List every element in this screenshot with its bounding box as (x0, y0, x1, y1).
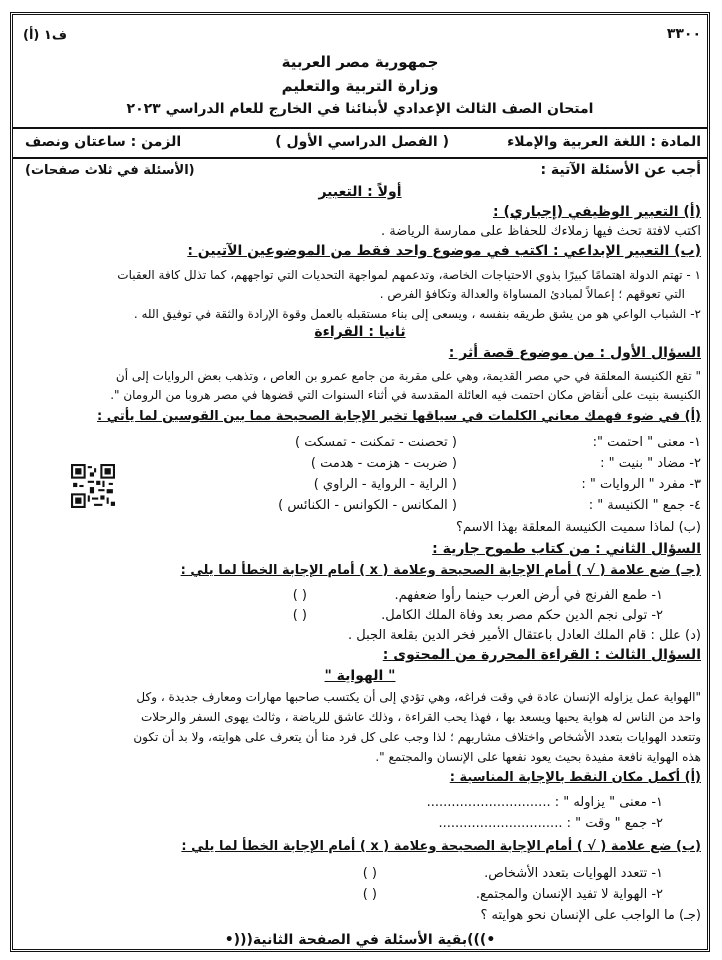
tf-answer-box-1[interactable]: ( ) (292, 588, 307, 603)
pages-note: (الأسئلة في ثلاث صفحات) (25, 163, 195, 178)
page-code: ٣٣٠٠ (666, 26, 701, 42)
vocab-item-2-choices: ( ضربت - هزمت - هدمت ) (310, 456, 457, 471)
section-composition-title: أولاً : التعبير (318, 184, 402, 200)
header-country: جمهورية مصر العربية (281, 53, 439, 71)
question-3-b-title: (ب) ضع علامة ( √ ) أمام الإجابة الصحيحة وعلامة ( x ) أمام الإجابة الخطأ لما يلي : (181, 839, 701, 854)
vocab-item-4-choices: ( المكانس - الكوانس - الكنائس ) (278, 498, 457, 513)
creative-writing-title: (ب) التعبير الإبداعي : اكتب في موضوع واحد فقط من الموضوعين الآتيين : (187, 243, 701, 259)
tf2-answer-box-1[interactable]: ( ) (362, 866, 377, 881)
hobby-passage-line1: "الهواية عمل يزاوله الإنسان عادة في وقت فراغه، وهي تؤدي إلى أن يكتسب صاحبها مهارات ومعارف جديدة ، وكل (136, 690, 701, 704)
vocab-item-1: ١- معنى " احتمت ": (592, 435, 701, 450)
answer-instruction: أجب عن الأسئلة الآتية : (540, 162, 701, 178)
question-3-a-title: (أ) أكمل مكان النقط بالإجابة المناسبة : (449, 770, 701, 785)
vocab-item-3: ٣- مفرد " الروايات " : (581, 477, 701, 492)
creative-topic-1-line1: ١ - تهتم الدولة اهتمامًا كبيرًا بذوي الاحتياجات الخاصة، وتدعمهم لمواجهة التحديات التي تواجههم، كما تذلل كافة العقبات (117, 268, 701, 282)
fill-item-2[interactable]: ٢- جمع " وقت " : .............................. (438, 816, 663, 831)
hobby-passage-line4: هذه الهواية نافعة مفيدة بحيث يعود نفعها على الإنسان والمجتمع ". (375, 750, 701, 764)
fill-item-1[interactable]: ١- معنى " يزاوله " : .............................. (426, 795, 663, 810)
tf2-statement-1: ١- تتعدد الهوايات بتعدد الأشخاص. (484, 866, 663, 881)
header-divider-bottom (13, 157, 707, 159)
story-passage-line1: " تقع الكنيسة المعلقة في حي مصر القديمة، وهي على مقربة من جامع عمرو بن العاص ، وتذهب بعض الروايات إلى أن (115, 369, 701, 383)
qr-code-icon (71, 464, 115, 508)
question-2-d: (د) علل : قام الملك العادل باعتقال الأمير فخر الدين بقلعة الجبل . (347, 628, 701, 643)
question-1-b: (ب) لماذا سميت الكنيسة المعلقة بهذا الاسم؟ (455, 520, 701, 535)
continue-note: •)))بقية الأسئلة في الصفحة الثانية(((• (224, 932, 496, 948)
term-label: ( الفصل الدراسي الأول ) (275, 134, 449, 150)
subject-label: المادة : اللغة العربية والإملاء (507, 134, 701, 150)
question-3-c: (جـ) ما الواجب على الإنسان نحو هوايته ؟ (480, 908, 701, 923)
tf-statement-2: ٢- تولى نجم الدين حكم مصر بعد وفاة الملك الكامل. (381, 608, 663, 623)
form-code: ف١ (أ) (23, 28, 67, 43)
question-1-title: السؤال الأول : من موضوع قصة أثر : (448, 345, 701, 361)
creative-topic-2: ٢- الشباب الواعي هو من يشق طريقه بنفسه ، ويسعى إلى بناء مستقبله بالعمل وقوة الإرادة والثقة في توفيق الله . (133, 307, 701, 321)
question-3-title: السؤال الثالث : القراءة المحررة من المحتوى : (382, 647, 701, 663)
creative-topic-1-line2: التي تعوقهم ؛ إعمالاً لمبادئ المساواة والعدالة وتكافؤ الفرص . (379, 287, 685, 301)
hobby-passage-line3: وتتعدد الهوايات بتعدد الأشخاص واختلاف مشاربهم ؛ لذا وجب على كل فرد منا أن يتعرف على هوايته، ولا بد أن تكون (133, 730, 701, 744)
vocab-question-title: (أ) في ضوء فهمك معاني الكلمات في سياقها تخير الإجابة الصحيحة مما بين القوسين لما يأتي : (97, 409, 701, 424)
tf-answer-box-2[interactable]: ( ) (292, 608, 307, 623)
header-ministry: وزارة التربية والتعليم (281, 77, 439, 95)
vocab-item-4: ٤- جمع " الكنيسة " : (588, 498, 701, 513)
header-exam-title: امتحان الصف الثالث الإعدادي لأبنائنا في الخارج للعام الدراسي ٢٠٢٣ (126, 101, 594, 117)
header-divider-top (13, 127, 707, 129)
tf2-statement-2: ٢- الهواية لا تفيد الإنسان والمجتمع. (475, 887, 663, 902)
hobby-passage-title: " الهواية " (324, 668, 396, 684)
functional-writing-title: (أ) التعبير الوظيفي (إجباري) : (492, 204, 701, 220)
tf2-answer-box-2[interactable]: ( ) (362, 887, 377, 902)
story-passage-line2: الكنيسة بنيت على أنقاض مكان احتمت فيه العائلة المقدسة في أثناء السنوات التي قضوها في مصر هروبا من الرومان ". (110, 388, 701, 402)
tf-statement-1: ١- طمع الفرنج في أرض العرب حينما رأوا ضعفهم. (394, 588, 663, 603)
exam-page (10, 12, 710, 952)
vocab-item-1-choices: ( تحصنت - تمكنت - تمسكت ) (295, 435, 457, 450)
question-2-title: السؤال الثاني : من كتاب طموح جارية : (432, 541, 701, 557)
time-label: الزمن : ساعتان ونصف (25, 134, 182, 150)
vocab-item-3-choices: ( الراية - الرواية - الراوي ) (313, 477, 457, 492)
section-reading-title: ثانيا : القراءة (314, 324, 406, 340)
hobby-passage-line2: واحد من الناس له هواية يحبها ويسعد بها ، فهذا يحب القراءة ، وذلك عاشق للرياضة ، وثالث يهوى السفر والرحلات (140, 710, 701, 724)
vocab-item-2: ٢- مضاد " بنيت " : (600, 456, 701, 471)
question-2-c-title: (جـ) ضع علامة ( √ ) أمام الإجابة الصحيحة وعلامة ( x ) أمام الإجابة الخطأ لما يلي : (180, 563, 701, 578)
functional-writing-task: اكتب لافتة تحث فيها زملاءك للحفاظ على ممارسة الرياضة . (380, 224, 701, 239)
